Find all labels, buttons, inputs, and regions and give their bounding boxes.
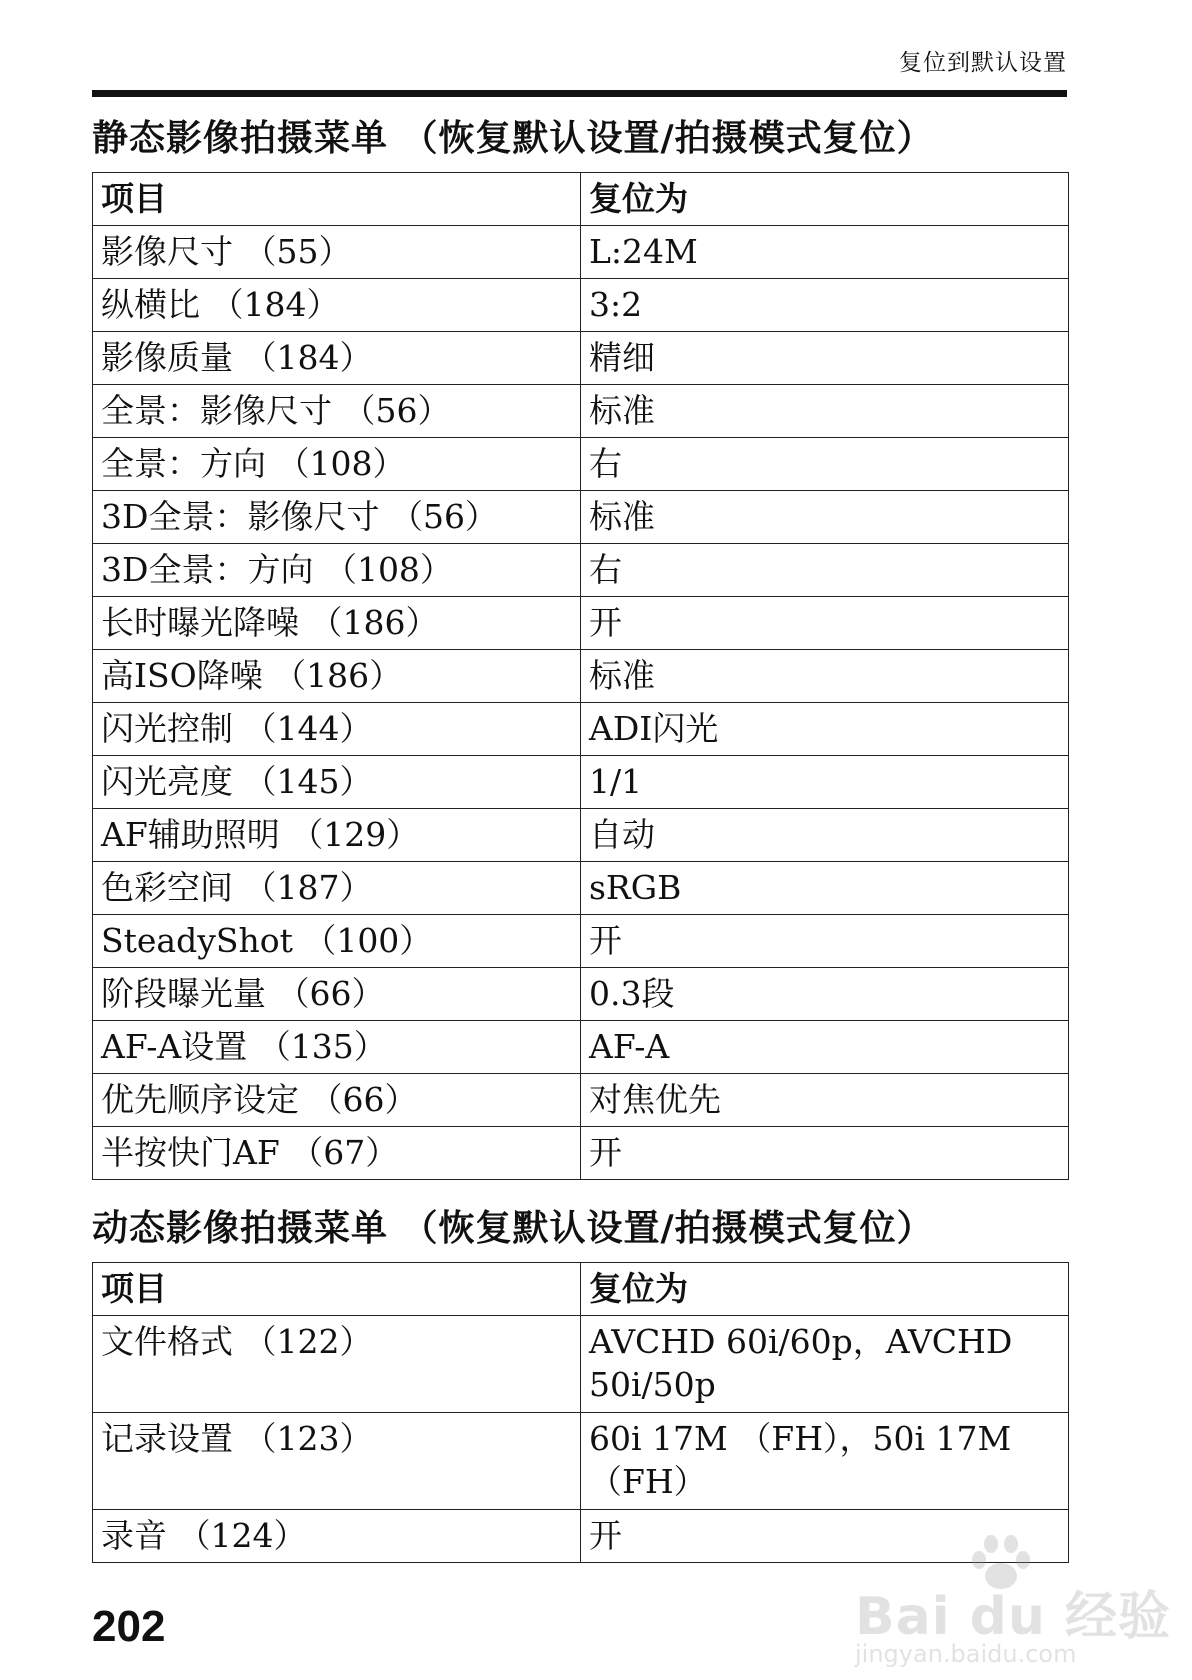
table-row — [93, 1021, 1069, 1074]
table-row — [93, 597, 1069, 650]
reset-value-cell: 开 — [581, 915, 1069, 968]
reset-value-cell: 开 — [581, 1127, 1069, 1180]
reset-value-cell: 3:2 — [581, 279, 1069, 332]
table-row — [93, 703, 1069, 756]
reset-value-cell: 标准 — [581, 650, 1069, 703]
reset-value-cell: L:24M — [581, 226, 1069, 279]
watermark-url: jingyan.baidu.com — [855, 1640, 1077, 1668]
table-row — [93, 438, 1069, 491]
still-menu-section-title: 静态影像拍摄菜单 （恢复默认设置/拍摄模式复位） — [92, 118, 934, 159]
item-cell: 高ISO降噪 （186） — [93, 650, 581, 703]
table-row — [93, 1413, 1069, 1510]
watermark-logo-text: Bai du 经验 — [855, 1587, 1171, 1647]
column-header-reset-to: 复位为 — [581, 173, 1069, 226]
reset-value-cell: ADI闪光 — [581, 703, 1069, 756]
item-cell: 半按快门AF （67） — [93, 1127, 581, 1180]
reset-value-cell: 0.3段 — [581, 968, 1069, 1021]
reset-value-cell: AVCHD 60i/60p，AVCHD 50i/50p — [581, 1316, 1069, 1413]
movie-menu-reset-table — [92, 1262, 1069, 1563]
table-row — [93, 385, 1069, 438]
table-row — [93, 544, 1069, 597]
table-row — [93, 1074, 1069, 1127]
table-row — [93, 1316, 1069, 1413]
table-row — [93, 650, 1069, 703]
reset-value-cell: 右 — [581, 438, 1069, 491]
table-row — [93, 279, 1069, 332]
reset-value-cell: 右 — [581, 544, 1069, 597]
item-cell: 录音 （124） — [93, 1510, 581, 1563]
item-cell: 长时曝光降噪 （186） — [93, 597, 581, 650]
table-row — [93, 915, 1069, 968]
item-cell: 影像质量 （184） — [93, 332, 581, 385]
column-header-item: 项目 — [93, 1263, 581, 1316]
item-cell: 闪光控制 （144） — [93, 703, 581, 756]
reset-value-cell: AF-A — [581, 1021, 1069, 1074]
reset-value-cell: 自动 — [581, 809, 1069, 862]
column-header-item: 项目 — [93, 173, 581, 226]
table-row — [93, 491, 1069, 544]
table-row — [93, 226, 1069, 279]
reset-value-cell: 对焦优先 — [581, 1074, 1069, 1127]
item-cell: 优先顺序设定 （66） — [93, 1074, 581, 1127]
item-cell: 记录设置 （123） — [93, 1413, 581, 1510]
table-row — [93, 862, 1069, 915]
still-menu-reset-table — [92, 172, 1069, 1180]
table-header-row — [93, 173, 1069, 226]
reset-value-cell: 精细 — [581, 332, 1069, 385]
movie-menu-section-title: 动态影像拍摄菜单 （恢复默认设置/拍摄模式复位） — [92, 1208, 934, 1249]
table-header-row — [93, 1263, 1069, 1316]
item-cell: 3D全景：方向 （108） — [93, 544, 581, 597]
reset-value-cell: 开 — [581, 597, 1069, 650]
item-cell: SteadyShot （100） — [93, 915, 581, 968]
reset-value-cell: 标准 — [581, 491, 1069, 544]
reset-value-cell: 1/1 — [581, 756, 1069, 809]
item-cell: 纵横比 （184） — [93, 279, 581, 332]
header-divider — [92, 90, 1067, 97]
table-row — [93, 809, 1069, 862]
item-cell: 3D全景：影像尺寸 （56） — [93, 491, 581, 544]
reset-value-cell: 标准 — [581, 385, 1069, 438]
item-cell: 全景：方向 （108） — [93, 438, 581, 491]
running-header: 复位到默认设置 — [899, 50, 1067, 76]
reset-value-cell: 60i 17M （FH），50i 17M （FH） — [581, 1413, 1069, 1510]
item-cell: 阶段曝光量 （66） — [93, 968, 581, 1021]
item-cell: AF-A设置 （135） — [93, 1021, 581, 1074]
page-number: 202 — [92, 1602, 166, 1651]
item-cell: 色彩空间 （187） — [93, 862, 581, 915]
baidu-jingyan-watermark — [855, 1530, 1171, 1670]
table-row — [93, 1127, 1069, 1180]
reset-value-cell: 开 — [581, 1510, 1069, 1563]
item-cell: 全景：影像尺寸 （56） — [93, 385, 581, 438]
column-header-reset-to: 复位为 — [581, 1263, 1069, 1316]
reset-value-cell: sRGB — [581, 862, 1069, 915]
item-cell: AF辅助照明 （129） — [93, 809, 581, 862]
item-cell: 影像尺寸 （55） — [93, 226, 581, 279]
table-row — [93, 332, 1069, 385]
table-row — [93, 968, 1069, 1021]
item-cell: 文件格式 （122） — [93, 1316, 581, 1413]
item-cell: 闪光亮度 （145） — [93, 756, 581, 809]
table-row — [93, 756, 1069, 809]
